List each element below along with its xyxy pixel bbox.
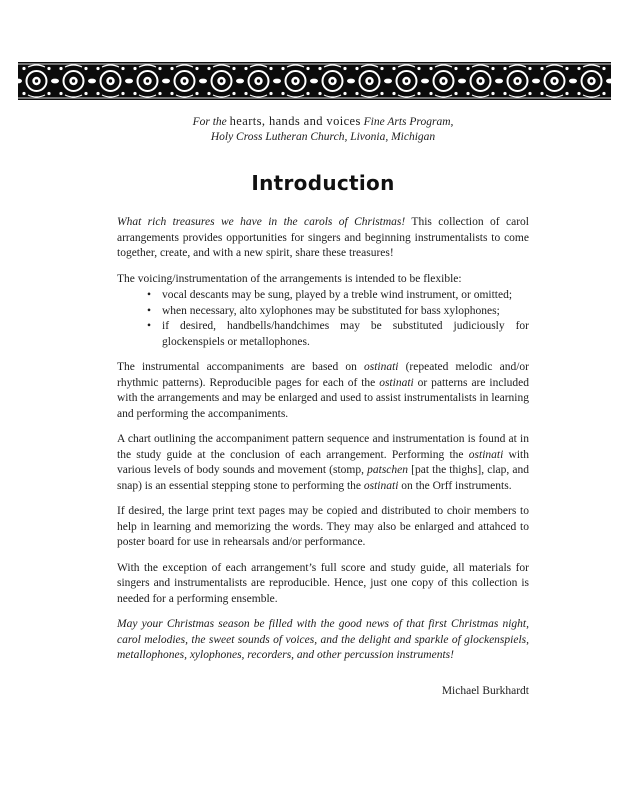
paragraph-ostinati [117, 360, 529, 422]
dedication-pre: For the [192, 116, 230, 128]
text-segment: or patterns are included with the arrangements and may be enlarged and used to assist instrumentalists in learning and performing the accompaniments. [117, 376, 530, 420]
text-segment: on the Orff instruments. [398, 479, 512, 492]
text-segment: patschen [367, 464, 409, 476]
flexibility-list [117, 288, 529, 350]
paragraph-closing: May your Christmas season be filled with the good news of that first Christmas night, carol melodies, the sweet sounds of voices, and the delight and sparkle of glockenspiels, metallophones, xylophones, recorders, and other percussion instruments! [117, 618, 529, 661]
paragraph-treasures [117, 215, 529, 262]
text-segment: [pat the thighs], clap, and snap) is an essential stepping stone to performing the [117, 464, 529, 492]
list-item-xylophones: • when necessary, alto xylophones may be substituted for bass xylophones; [117, 304, 529, 320]
text-segment: with various levels of body sounds and movement (stomp, [117, 448, 530, 476]
list-item-handbells: • if desired, handbells/handchimes may be substituted judiciously for glockenspiels or metallophones. [117, 319, 529, 350]
text-segment: ostinati [468, 448, 504, 461]
text-segment: The instrumental accompaniments are based on [117, 361, 364, 373]
paragraph-flexible-intro: The voicing/instrumentation of the arrangements is intended to be flexible: [117, 272, 462, 285]
paragraph-large-print: If desired, the large print text pages may be copied and distributed to choir members to help in learning and memorizing the words. They may also be enlarged and attahced to poster board for use in rehearsals and/or performance. [117, 505, 529, 548]
signature: Michael Burkhardt [441, 684, 529, 697]
dedication-line-2: Holy Cross Lutheran Church, Livonia, Michigan [210, 131, 436, 143]
page-content [117, 114, 529, 699]
dedication-post: Fine Arts Program, [360, 116, 454, 128]
text-segment: What rich treasures we have in the carols of Christmas! [117, 216, 406, 228]
dedication-program-name: hearts, hands and voices [229, 114, 361, 128]
text-segment: ostinati [379, 376, 414, 389]
ornamental-border [18, 62, 611, 100]
text-segment: ostinati [363, 479, 399, 492]
paragraph-reproducible: With the exception of each arrangement’s full score and study guide, all materials for singers and instrumentalists are reproducible. Hence, just one copy of this collection is needed for a performing ensemble. [117, 561, 529, 605]
list-item-descants: • vocal descants may be sung, played by a treble wind instrument, or omitted; [117, 288, 529, 304]
paragraph-chart [117, 432, 529, 494]
dedication-line-1 [117, 114, 529, 130]
text-segment: ostinati [363, 361, 399, 373]
text-segment: (repeated melodic and/or rhythmic patterns). Reproducible pages for each of the [117, 361, 529, 389]
ornamental-floral-band-icon [18, 62, 611, 100]
text-segment: This collection of carol arrangements provides opportunities for singers and beginning instrumentalists to come together, create, and with a new spirit, share these treasures! [117, 216, 529, 259]
text-segment: A chart outlining the accompaniment pattern sequence and instrumentation is found at in the study guide at the conclusion of each arrangement. Performing the [117, 433, 529, 461]
page-title: Introduction [251, 171, 395, 195]
